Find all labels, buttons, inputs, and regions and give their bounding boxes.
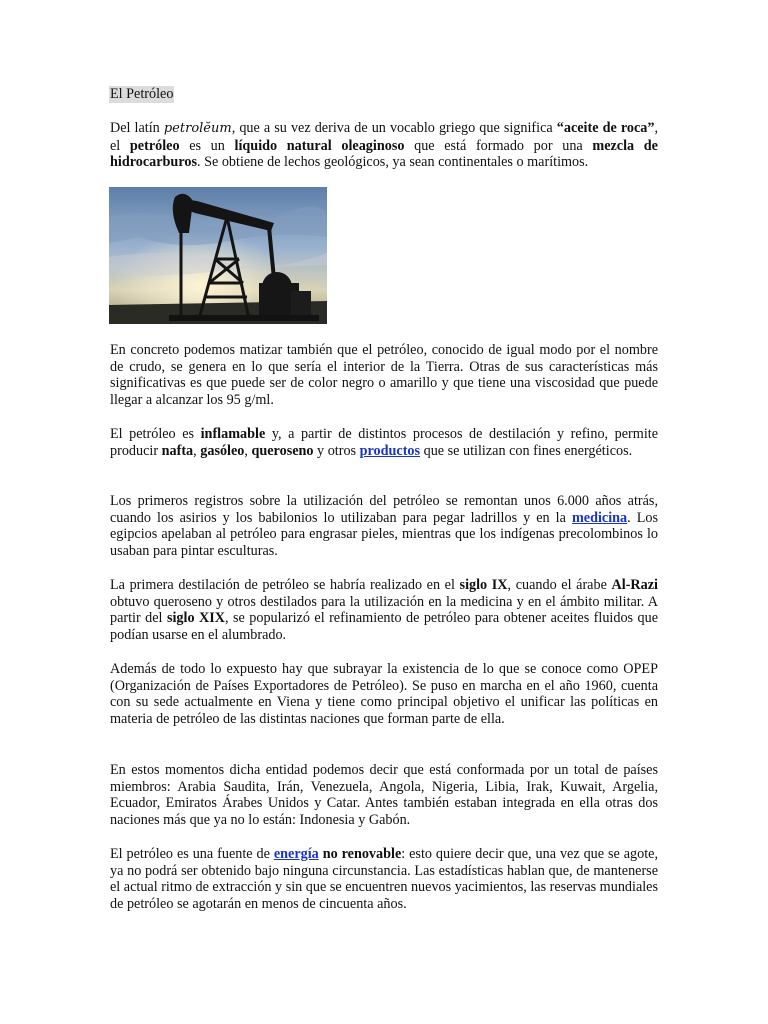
text: Del latín [110, 120, 164, 136]
text: , que a su vez deriva de un vocablo griego que significa [231, 120, 557, 136]
bold-term-al-razi: Al-Razi [611, 577, 658, 593]
paragraph-registros [110, 493, 658, 559]
text: , se popularizó el refinamiento de petróleo para obtener aceites fluidos que podían usarse en el alumbrado. [110, 610, 659, 643]
text: , el [110, 120, 658, 154]
text: , [244, 442, 252, 459]
document-title: El Petróleo [110, 86, 174, 102]
paragraph-opep: Además de todo lo expuesto hay que subrayar la existencia de lo que se conoce como OPEP (Organización de Países Exportadores de Petróleo). Se puso en marcha en el año 1960, cuenta con su sede actualmente en Viena y tiene como principal objetivo el unificar las políticas en materia de petróleo de las distintas naciones que forman parte de ella. [110, 661, 658, 727]
latin-term: petrolĕum [163, 121, 232, 136]
link-energia[interactable]: energía [273, 846, 319, 862]
paragraph-destilacion [110, 577, 658, 643]
text: y, a partir de distintos procesos de destilación y refino, permite producir [110, 426, 658, 459]
text: El petróleo es una fuente de [110, 846, 274, 862]
text: es un [179, 137, 235, 154]
paragraph-intro [110, 120, 658, 171]
bold-term-aceite-de-roca: “aceite de roca” [556, 120, 655, 136]
paragraph-inflamable [110, 426, 658, 459]
bold-term-no-renovable: no renovable [322, 846, 402, 862]
text: El petróleo es [110, 426, 201, 442]
bold-term-liquido: líquido natural oleaginoso [234, 137, 405, 154]
paragraph-crudo: En concreto podemos matizar también que el petróleo, conocido de igual modo por el nombre de crudo, se genera en lo que sería el interior de la Tierra. Otras de sus características más significativas es que puede ser de color negro o amarillo y que tiene una viscosidad que puede llegar a alcanzar los 95 g/ml. [110, 342, 658, 408]
link-productos[interactable]: productos [359, 442, 421, 459]
text: . Los egipcios apelaban al petróleo para engrasar pieles, mientras que los indígenas precolombinos lo usaban para pintar esculturas. [110, 509, 659, 559]
text: : esto quiere decir que, una vez que se agote, ya no podrá ser obtenido bajo ninguna circunstancia. Las estadísticas hablan que, de mantenerse el actual ritmo de extracción y sin que se encuentren nuevos yacimientos, las reservas mundiales de petróleo se agotarán en menos de cincuenta años. [110, 846, 659, 912]
text: La primera destilación de petróleo se habría realizado en el [110, 577, 460, 593]
bold-term-siglo-ix: siglo IX [459, 577, 508, 593]
bold-term-siglo-xix: siglo XIX [166, 610, 226, 627]
bold-term-nafta: nafta [161, 442, 194, 459]
text: que está formado por una [404, 137, 593, 154]
bold-term-mezcla: mezcla de hidrocarburos [110, 137, 658, 171]
text: y otros [313, 442, 360, 459]
paragraph-no-renovable [110, 846, 658, 912]
bold-term-queroseno: queroseno [251, 442, 314, 459]
bold-term-inflamable: inflamable [200, 426, 266, 442]
text: Los primeros registros sobre la utilización del petróleo se remontan unos 6.000 años atrás, cuando los asirios y los babilonios lo utilizaban para pegar ladrillos y en la [110, 493, 658, 526]
text: que se utilizan con fines energéticos. [420, 442, 633, 459]
paragraph-miembros: En estos momentos dicha entidad podemos decir que está conformada por un total de países miembros: Arabia Saudita, Irán, Venezuela, Angola, Nigeria, Libia, Irak, Kuwait, Argelia, Ecuador, Emiratos Árabes Unidos y Catar. Antes también estaban integrada en ella otras dos naciones más que ya no lo están: Indonesia y Gabón. [110, 762, 658, 828]
oil-pumpjack-photo [109, 187, 327, 324]
text: , cuando el árabe [507, 577, 612, 593]
bold-term-petroleo: petróleo [129, 137, 180, 154]
bold-term-gasoleo: gasóleo [200, 442, 245, 459]
text: . Se obtiene de lechos geológicos, ya sean continentales o marítimos. [196, 154, 589, 171]
text: obtuvo queroseno y otros destilados para la utilización en la medicina y en el ámbito militar. A partir del [110, 593, 658, 627]
text: , [193, 442, 201, 459]
link-medicina[interactable]: medicina [571, 509, 628, 526]
